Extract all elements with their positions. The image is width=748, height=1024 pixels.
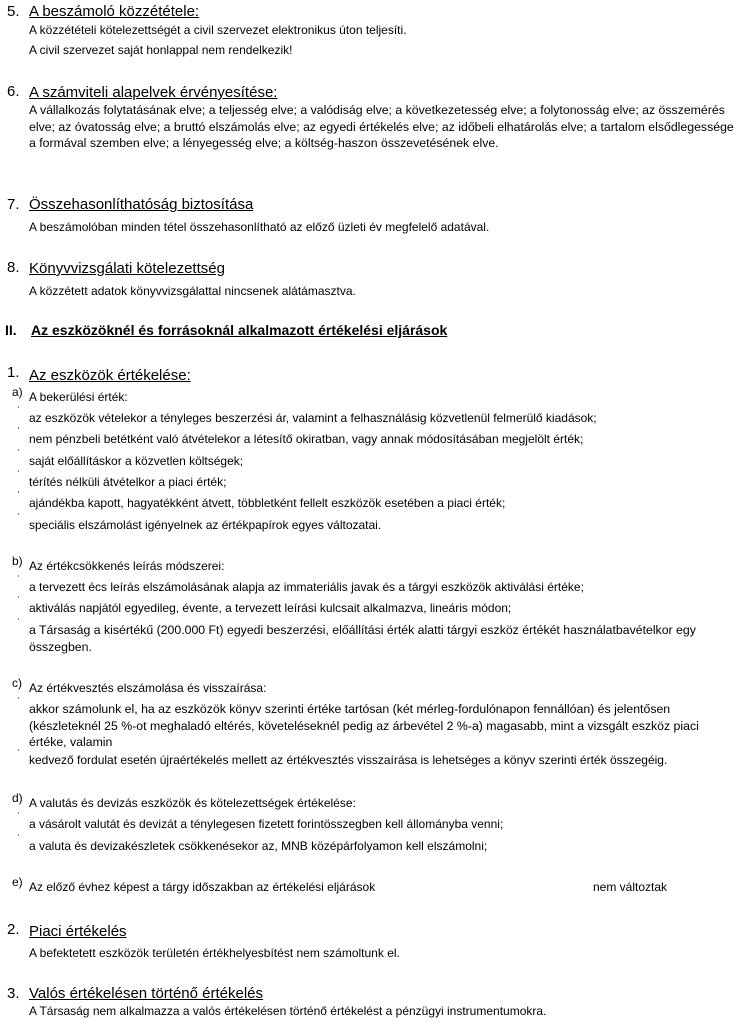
bullet-dot: ˙ xyxy=(17,594,21,608)
valuation-change-value: nem változtak xyxy=(593,880,668,894)
bullet-dot: ˙ xyxy=(17,447,21,461)
bullet-dot: ˙ xyxy=(17,425,21,439)
subsection-heading: A bekerülési érték: xyxy=(29,390,128,404)
section-title-comparability: Összehasonlíthatóság biztosítása xyxy=(29,196,254,213)
subsection-heading: A valutás és devizás eszközök és kötelezettségek értékelése: xyxy=(29,796,356,810)
subsection-label: c) xyxy=(12,676,22,690)
section-title-publication: A beszámoló közzététele: xyxy=(29,3,200,20)
list-item: aktiválás napjától egyedileg, évente, a tervezett leírási kulcsait alkalmazva, lineáris módon; xyxy=(29,601,512,615)
list-item: a vásárolt valutát és devizát a ténylegesen fizetett forintösszegben kell állományba venni; xyxy=(29,817,504,831)
paragraph-line: A közzétett adatok könyvvizsgálattal nincsenek alátámasztva. xyxy=(29,284,356,298)
list-item: az eszközök vételekor a tényleges beszerzési ár, valamint a felhasználásig közvetlenül felmerülő kiadások; xyxy=(29,411,597,425)
section-number: 6. xyxy=(7,83,20,100)
paragraph-line: A civil szervezet saját honlappal nem rendelkezik! xyxy=(29,43,293,57)
section-number: 7. xyxy=(7,196,20,213)
paragraph-line: A közzétételi kötelezettségét a civil szervezet elektronikus úton teljesíti. xyxy=(29,23,407,37)
subsection-heading: Az értékcsökkenés leírás módszerei: xyxy=(29,559,225,573)
bullet-dot: ˙ xyxy=(17,747,21,761)
section-title-fair-valuation: Valós értékelésen történő értékelés xyxy=(29,985,264,1002)
paragraph-line: A befektetett eszközök területén értékhelyesbítést nem számoltunk el. xyxy=(29,946,400,960)
subsection-heading: Az értékvesztés elszámolása és visszaírása: xyxy=(29,681,267,695)
part-number: II. xyxy=(5,322,17,338)
paragraph-accounting-principles: A vállalkozás folytatásának elve; a teljesség elve; a valódiság elve; a következetesség elve; a folytonosság elve; az összemérés elve; az óvatosság elve; a bruttó elszámolás elve; az egyedi értékelés elve; az időbeli elhatárolás elve; a tartalom elsődlegessége a formával szemben elve; a lényegesség elve; a költség-haszon összevetésének elve. xyxy=(29,103,734,150)
bullet-dot: ˙ xyxy=(17,616,21,630)
valuation-change-statement: Az előző évhez képest a tárgy időszakban az értékelési eljárások xyxy=(29,880,376,894)
list-item: kedvező fordulat esetén újraértékelés mellett az értékvesztés visszaírása is lehetséges a könyv szerinti érték összegéig. xyxy=(29,753,668,767)
paragraph-line: A Társaság nem alkalmazza a valós értékelésen történő értékelést a pénzügyi instrumentumokra. xyxy=(29,1004,547,1018)
section-number: 3. xyxy=(7,985,20,1002)
section-title-market-valuation: Piaci értékelés xyxy=(29,923,127,940)
list-item: a valuta és devizakészletek csökkenésekor az, MNB középárfolyamon kell elszámolni; xyxy=(29,839,488,853)
paragraph-line: A beszámolóban minden tétel összehasonlítható az előző üzleti év megfelelő adatával. xyxy=(29,220,490,234)
list-item: térítés nélküli átvételkor a piaci érték; xyxy=(29,475,227,489)
subsection-label: e) xyxy=(12,875,23,889)
section-number: 5. xyxy=(7,3,20,20)
bullet-dot: ˙ xyxy=(17,404,21,418)
bullet-dot: ˙ xyxy=(17,810,21,824)
list-item: a tervezett écs leírás elszámolásának alapja az immateriális javak és a tárgyi eszközök aktiválási értéke; xyxy=(29,580,584,594)
bullet-dot: ˙ xyxy=(17,573,21,587)
subsection-label: b) xyxy=(12,554,23,568)
list-item: speciális elszámolást igényelnek az értékpapírok egyes változatai. xyxy=(29,518,382,532)
subsection-label: d) xyxy=(12,791,23,805)
list-item: nem pénzbeli betétként való átvételekor a létesítő okiratban, vagy annak módosításában megjelölt érték; xyxy=(29,432,584,446)
list-item: a Társaság a kisértékű (200.000 Ft) egyedi beszerzési, előállítási érték alatti tárgyi eszköz értékét használatbavételkor egy összegben. xyxy=(29,623,696,654)
section-title-accounting-principles: A számviteli alapelvek érvényesítése: xyxy=(29,84,278,101)
section-number: 2. xyxy=(7,921,20,938)
bullet-dot: ˙ xyxy=(17,695,21,709)
bullet-dot: ˙ xyxy=(17,489,21,503)
bullet-dot: ˙ xyxy=(17,832,21,846)
part-title-valuation-methods: Az eszközöknél és forrásoknál alkalmazott értékelési eljárások xyxy=(31,322,448,338)
list-item: saját előállításkor a közvetlen költségek; xyxy=(29,454,244,468)
list-item: ajándékba kapott, hagyatékként átvett, többletként fellelt eszközök esetében a piaci érték; xyxy=(29,496,506,510)
bullet-dot: ˙ xyxy=(17,511,21,525)
subsection-label: a) xyxy=(12,385,23,399)
section-number: 1. xyxy=(7,364,20,381)
list-item: akkor számolunk el, ha az eszközök könyv szerinti értéke tartósan (két mérleg-fordulónapon fennállóan) és jelentősen (készleteknél 25 %-ot meghaladó eltérés, követeléseknél pedig az árbevétel 2 %-a) magasabb, mint a vizsgált eszköz piaci értéke, valamin xyxy=(29,702,699,749)
bullet-dot: ˙ xyxy=(17,468,21,482)
section-number: 8. xyxy=(7,259,20,276)
section-title-asset-valuation: Az eszközök értékelése: xyxy=(29,367,191,384)
section-title-audit-obligation: Könyvvizsgálati kötelezettség xyxy=(29,260,225,277)
